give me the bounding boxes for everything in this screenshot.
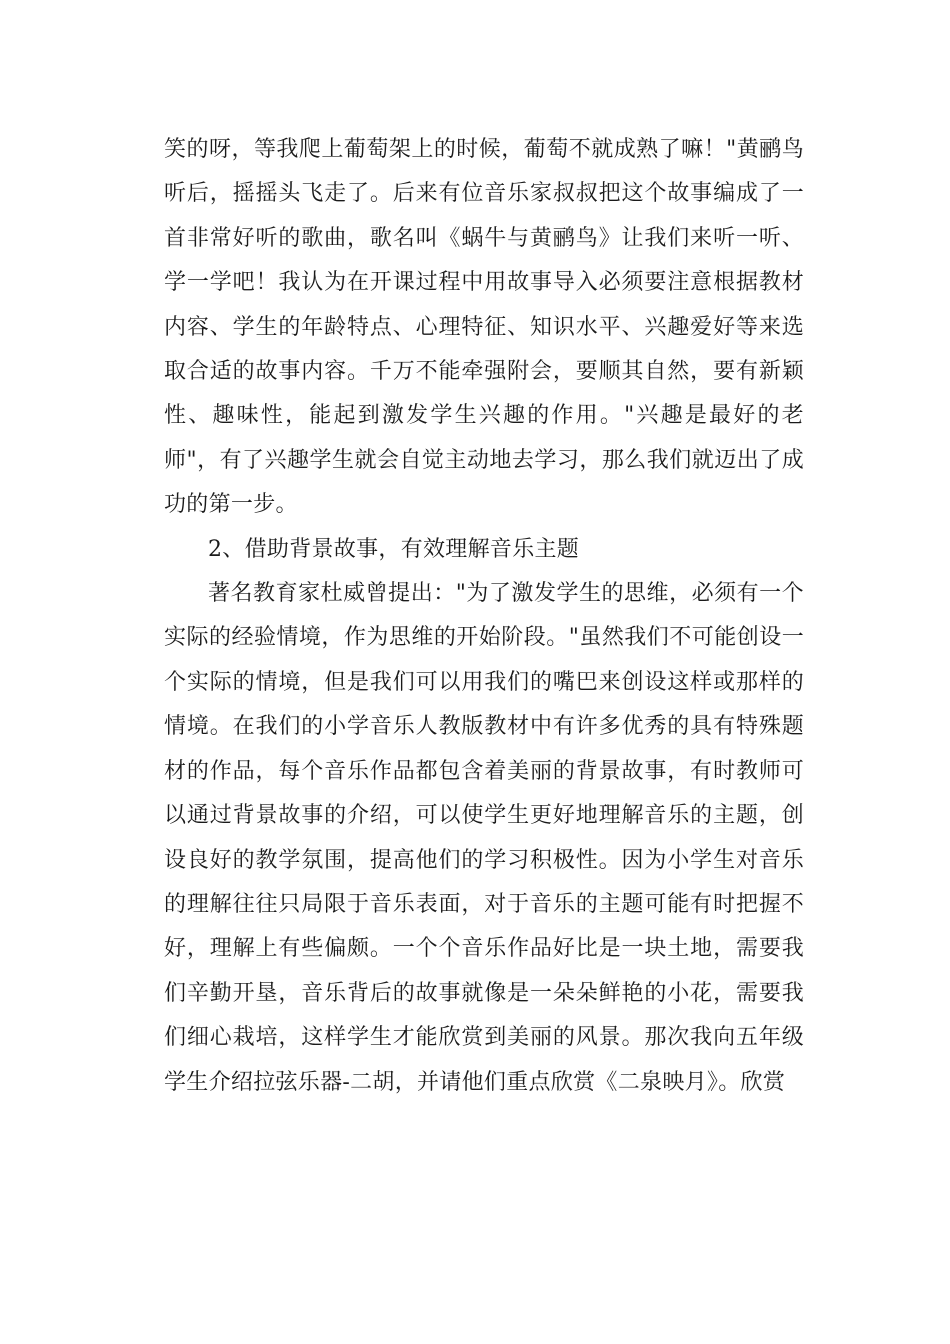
document-body <box>164 128 804 1105</box>
paragraph-story-continuation: 笑的呀，等我爬上葡萄架上的时候，葡萄不就成熟了嘛！"黄鹂鸟听后，摇摇头飞走了。后来有位音乐家叔叔把这个故事编成了一首非常好听的歌曲，歌名叫《蜗牛与黄鹂鸟》让我们来听一听、学一学吧！我认为在开课过程中用故事导入必须要注意根据教材内容、学生的年龄特点、心理特征、知识水平、兴趣爱好等来选取合适的故事内容。千万不能牵强附会，要顺其自然，要有新颖性、趣味性，能起到激发学生兴趣的作用。"兴趣是最好的老师"，有了兴趣学生就会自觉主动地去学习，那么我们就迈出了成功的第一步。 <box>164 137 804 518</box>
paragraph-background-story: 著名教育家杜威曾提出："为了激发学生的思维，必须有一个实际的经验情境，作为思维的开始阶段。"虽然我们不可能创设一个实际的情境，但是我们可以用我们的嘴巴来创设这样或那样的情境。在我们的小学音乐人教版教材中有许多优秀的具有特殊题材的作品，每个音乐作品都包含着美丽的背景故事，有时教师可以通过背景故事的介绍，可以使学生更好地理解音乐的主题，创设良好的教学氛围，提高他们的学习积极性。因为小学生对音乐的理解往往只局限于音乐表面，对于音乐的主题可能有时把握不好，理解上有些偏颇。一个个音乐作品好比是一块土地，需要我们辛勤开垦，音乐背后的故事就像是一朵朵鲜艳的小花，需要我们细心栽培，这样学生才能欣赏到美丽的风景。那次我向五年级学生介绍拉弦乐器-二胡，并请他们重点欣赏《二泉映月》。欣赏 <box>164 581 804 1095</box>
section-heading: 2、借助背景故事，有效理解音乐主题 <box>208 536 580 562</box>
